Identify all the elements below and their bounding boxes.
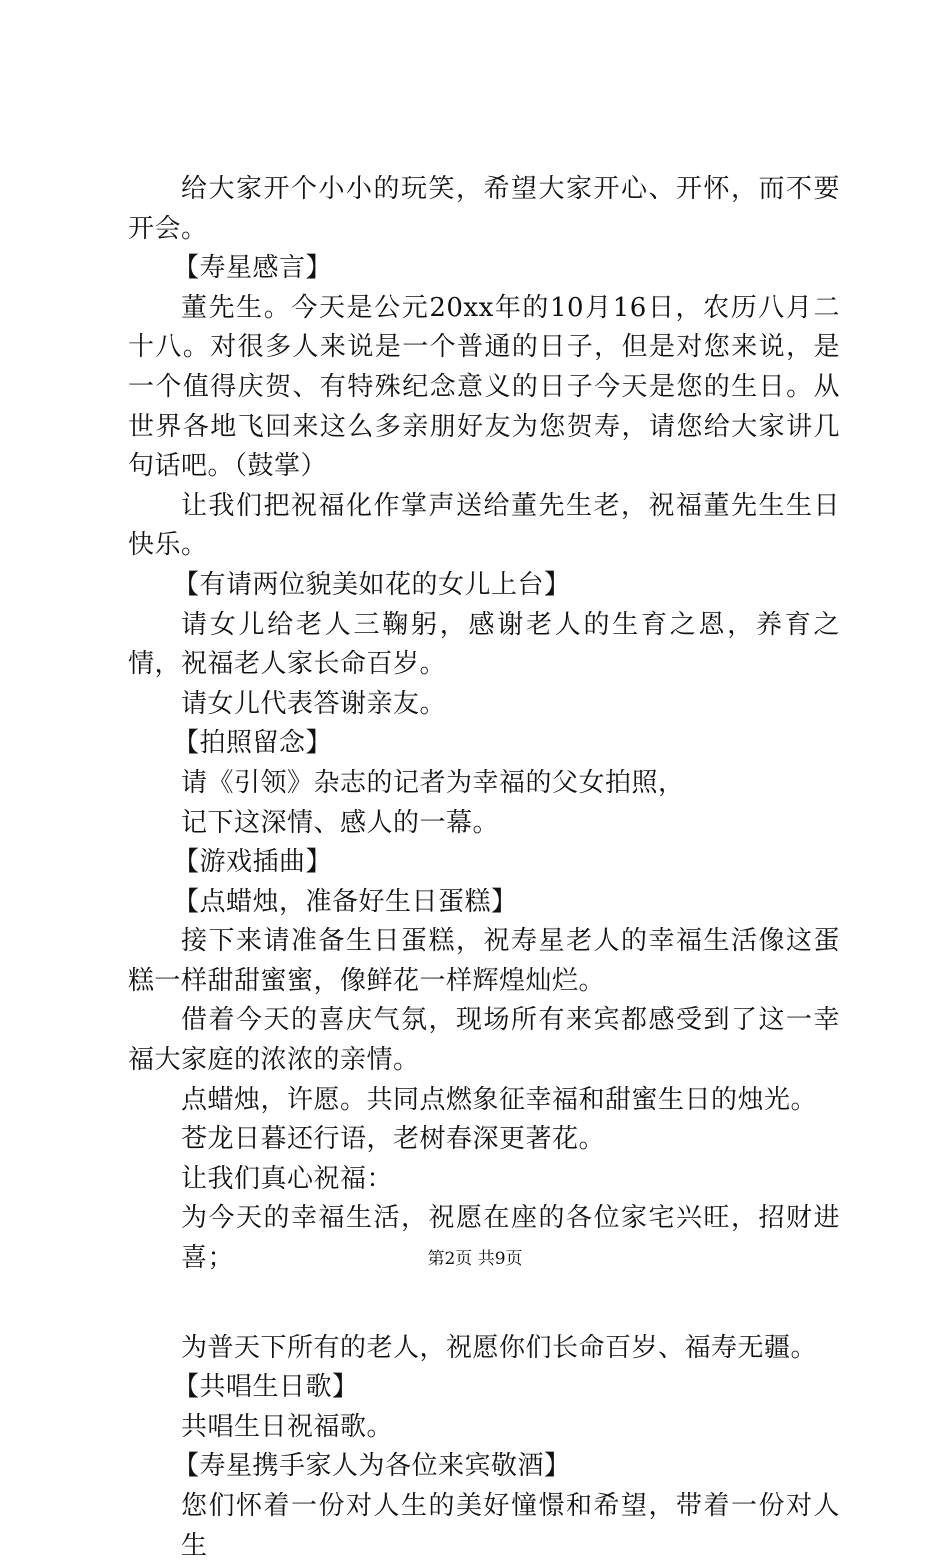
paragraph-gap [128,1295,840,1313]
section-heading: 【游戏插曲】 [173,847,333,878]
paragraph: 请《引领》杂志的记者为幸福的父女拍照， [181,767,685,798]
document-body [128,170,840,1566]
section-heading: 【点蜡烛，准备好生日蛋糕】 [173,886,518,917]
section-heading: 【寿星携手家人为各位来宾敬酒】 [173,1451,571,1482]
paragraph: 记下这深情、感人的一幕。 [181,807,500,838]
section-heading: 【寿星感言】 [173,253,333,284]
section-heading: 【共唱生日歌】 [173,1372,359,1403]
paragraph: 为普天下所有的老人，祝愿你们长命百岁、福寿无疆。 [181,1332,818,1363]
paragraph: 接下来请准备生日蛋糕，祝寿星老人的幸福生活像这蛋糕一样甜甜蜜蜜，像鲜花一样辉煌灿烂。 [128,926,840,996]
paragraph: 让我们把祝福化作掌声送给董先生老，祝福董先生生日快乐。 [128,490,840,561]
paragraph: 共唱生日祝福歌。 [181,1411,394,1442]
section-heading: 【拍照留念】 [173,728,333,759]
paragraph: 为今天的幸福生活，祝愿在座的各位家宅兴旺，招财进喜； [181,1203,840,1274]
paragraph: 点蜡烛，许愿。共同点燃象征幸福和甜蜜生日的烛光。 [181,1084,818,1115]
paragraph: 借着今天的喜庆气氛，现场所有来宾都感受到了这一幸福大家庭的浓浓的亲情。 [128,1005,840,1076]
paragraph: 您们怀着一份对人生的美好憧憬和希望，带着一份对人生 [181,1491,840,1561]
paragraph: 苍龙日暮还行语，老树春深更著花。 [181,1124,606,1155]
paragraph: 请女儿代表答谢亲友。 [181,688,447,719]
paragraph: 董先生。今天是公元20xx年的10月16日，农历八月二十八。对很多人来说是一个普通的日子，但是对您来说，是一个值得庆贺、有特殊纪念意义的日子今天是您的生日。从世界各地飞回来这么多亲朋好友为您贺寿，请您给大家讲几句话吧。（鼓掌） [128,292,840,482]
paragraph: 让我们真心祝福： [181,1163,394,1194]
paragraph: 给大家开个小小的玩笑，希望大家开心、开怀，而不要开会。 [128,174,840,244]
section-heading: 【有请两位貌美如花的女儿上台】 [173,569,571,600]
paragraph: 请女儿给老人三鞠躬，感谢老人的生育之恩，养育之情，祝福老人家长命百岁。 [128,609,840,680]
page-footer: 第2页 共9页 [427,1249,523,1269]
